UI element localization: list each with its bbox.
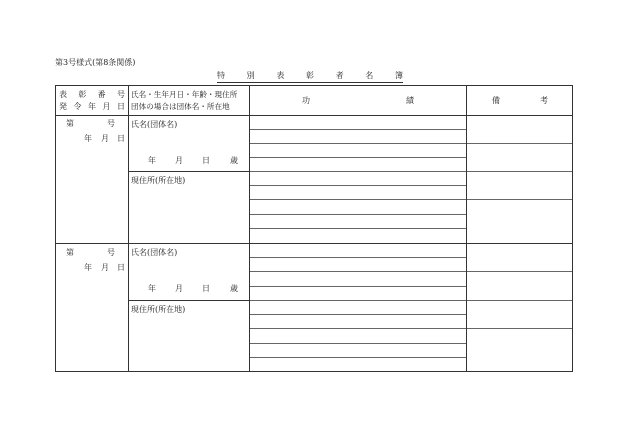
- title-char: 簿: [394, 71, 403, 80]
- header-achievement-2: 績: [406, 96, 414, 105]
- birth-day: 日: [202, 156, 210, 165]
- title-char: 別: [246, 71, 255, 80]
- birth-day: 日: [202, 284, 210, 293]
- header-char: 令: [73, 102, 82, 111]
- header-award-number: [59, 90, 125, 100]
- title-char: 名: [365, 71, 374, 80]
- header-char: 番: [97, 90, 106, 99]
- header-char: 彰: [78, 90, 87, 99]
- title-char: 彰: [305, 71, 314, 80]
- title-char: 表: [276, 71, 285, 80]
- number-prefix: 第: [66, 248, 74, 257]
- header-char: 表: [59, 90, 67, 99]
- title-char: 特: [217, 71, 225, 80]
- header-achievement-1: 功: [302, 96, 310, 105]
- birth-age: 歳: [230, 156, 238, 165]
- birth-age: 歳: [230, 284, 238, 293]
- number-suffix: 号: [107, 119, 115, 128]
- address-label: 現住所(所在地): [131, 176, 186, 185]
- number-suffix: 号: [107, 248, 115, 257]
- name-label: 氏名(団体名): [131, 120, 178, 129]
- title-char: 者: [335, 71, 344, 80]
- header-issue-date: [59, 102, 125, 112]
- header-char: 年: [88, 102, 96, 111]
- number-prefix: 第: [66, 119, 74, 128]
- date-month: 月: [101, 263, 109, 272]
- date-month: 月: [101, 134, 109, 143]
- date-year: 年: [84, 263, 92, 272]
- birth-year: 年: [148, 284, 156, 293]
- header-char: 号: [116, 90, 125, 99]
- header-char: 発: [59, 102, 67, 111]
- birth-month: 月: [175, 284, 183, 293]
- date-year: 年: [84, 134, 92, 143]
- header-group-info: 団体の場合は団体名・所在地: [131, 102, 230, 111]
- date-day: 日: [117, 263, 125, 272]
- header-char: 日: [117, 102, 125, 111]
- header-remarks-2: 考: [540, 96, 548, 105]
- date-day: 日: [117, 134, 125, 143]
- address-label: 現住所(所在地): [131, 305, 186, 314]
- birth-month: 月: [175, 156, 183, 165]
- name-label: 氏名(団体名): [131, 248, 178, 257]
- header-remarks-1: 備: [492, 96, 500, 105]
- form-label: 第3号様式(第8条関係): [55, 58, 136, 67]
- header-name-info: 氏名・生年月日・年齢・現住所: [131, 90, 238, 99]
- header-char: 月: [102, 102, 111, 111]
- birth-year: 年: [148, 156, 156, 165]
